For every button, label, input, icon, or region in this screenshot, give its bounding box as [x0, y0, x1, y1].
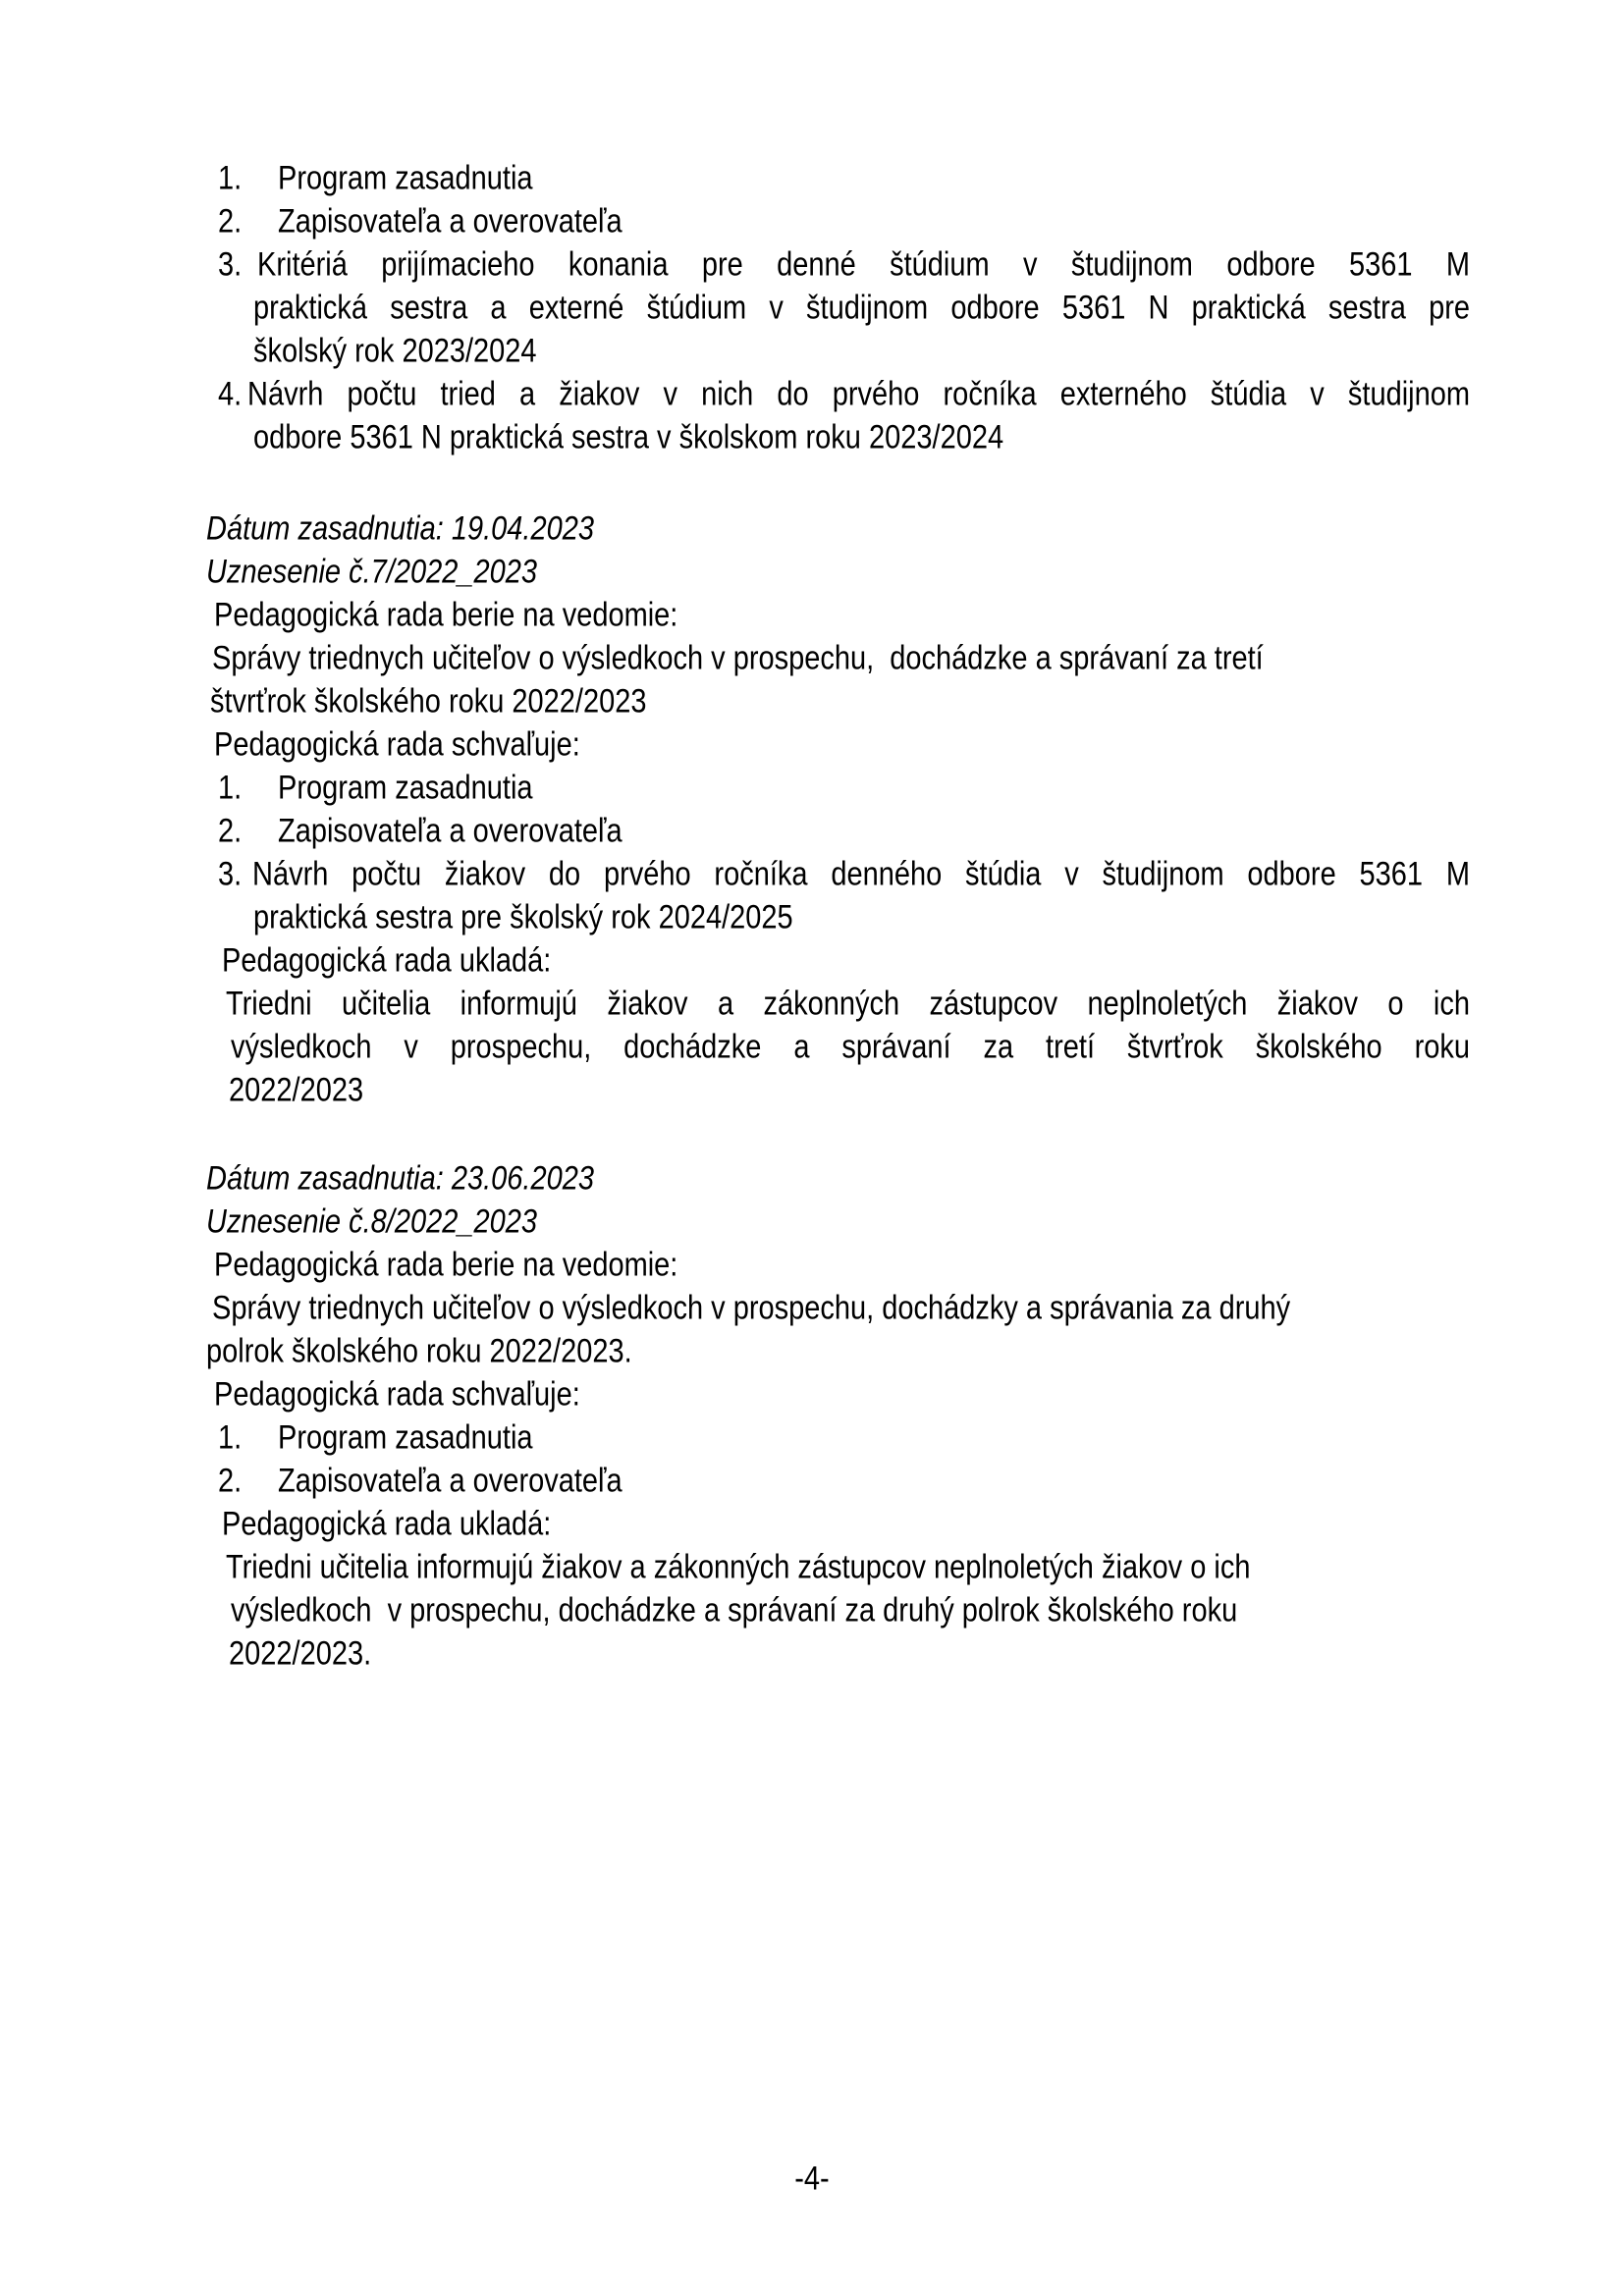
list-item-number: 1. — [218, 1419, 243, 1457]
orders-line: 2022/2023 — [229, 1072, 364, 1109]
approves-heading: Pedagogická rada schvaľuje: — [214, 1376, 580, 1414]
meeting-date-line: Dátum zasadnutia: 23.06.2023 — [206, 1160, 594, 1198]
orders-line: výsledkoch v prospechu, dochádzke a správaní za tretí štvrťrok školského roku — [231, 1029, 1470, 1066]
notes-line: štvrťrok školského roku 2022/2023 — [210, 683, 647, 721]
list-item-text: Program zasadnutia — [278, 160, 533, 197]
list-item-number: 3. — [218, 856, 243, 893]
orders-heading: Pedagogická rada ukladá: — [222, 1506, 552, 1543]
list-item-text: odbore 5361 N praktická sestra v školskom roku 2023/2024 — [253, 419, 1004, 456]
page-content — [206, 157, 1470, 1676]
orders-line: výsledkoch v prospechu, dochádzke a správaní za druhý polrok školského roku — [231, 1592, 1238, 1629]
list-item-number: 4. — [218, 376, 243, 413]
list-item-number: 2. — [218, 1463, 243, 1500]
meeting-april-section — [206, 507, 1470, 1112]
list-item-number: 3. — [218, 246, 243, 284]
meeting-june-section — [206, 1157, 1470, 1676]
list-item-text: Návrh počtu tried a žiakov v nich do prvého ročníka externého štúdia v študijnom — [247, 376, 1470, 413]
notes-line: Správy triednych učiteľov o výsledkoch v prospechu, dochádzky a správania za druhý — [212, 1290, 1291, 1327]
list-item-text: školský rok 2023/2024 — [253, 333, 537, 370]
list-item-text: Program zasadnutia — [278, 770, 533, 807]
list-item-text: Zapisovateľa a overovateľa — [278, 813, 623, 850]
list-item-text: Návrh počtu žiakov do prvého ročníka denného štúdia v študijnom odbore 5361 M — [252, 856, 1470, 893]
list-item-text: praktická sestra a externé štúdium v študijnom odbore 5361 N praktická sestra pre — [253, 290, 1470, 327]
list-item-text: Kritériá prijímacieho konania pre denné štúdium v študijnom odbore 5361 M — [257, 246, 1470, 284]
list-item-number: 1. — [218, 770, 243, 807]
notes-heading: Pedagogická rada berie na vedomie: — [214, 597, 678, 634]
list-item-text: praktická sestra pre školský rok 2024/2025 — [253, 899, 793, 936]
resolution-number-line: Uznesenie č.7/2022_2023 — [206, 554, 537, 591]
notes-line: polrok školského roku 2022/2023. — [206, 1333, 632, 1370]
list-item-number: 1. — [218, 160, 243, 197]
meeting-date-line: Dátum zasadnutia: 19.04.2023 — [206, 510, 594, 548]
agenda-list-top — [206, 157, 1470, 459]
list-item-text: Program zasadnutia — [278, 1419, 533, 1457]
page-number: -4- — [794, 2161, 830, 2198]
resolution-number-line: Uznesenie č.8/2022_2023 — [206, 1203, 537, 1241]
orders-line: 2022/2023. — [229, 1635, 372, 1673]
approves-heading: Pedagogická rada schvaľuje: — [214, 726, 580, 764]
list-item-text: Zapisovateľa a overovateľa — [278, 1463, 623, 1500]
list-item-number: 2. — [218, 813, 243, 850]
orders-heading: Pedagogická rada ukladá: — [222, 942, 552, 980]
orders-line: Triedni učitelia informujú žiakov a zákonných zástupcov neplnoletých žiakov o ich — [226, 986, 1470, 1023]
notes-line: Správy triednych učiteľov o výsledkoch v prospechu, dochádzke a správaní za tretí — [212, 640, 1264, 677]
orders-line: Triedni učitelia informujú žiakov a zákonných zástupcov neplnoletých žiakov o ich — [226, 1549, 1251, 1586]
notes-heading: Pedagogická rada berie na vedomie: — [214, 1247, 678, 1284]
list-item-number: 2. — [218, 203, 243, 240]
list-item-text: Zapisovateľa a overovateľa — [278, 203, 623, 240]
